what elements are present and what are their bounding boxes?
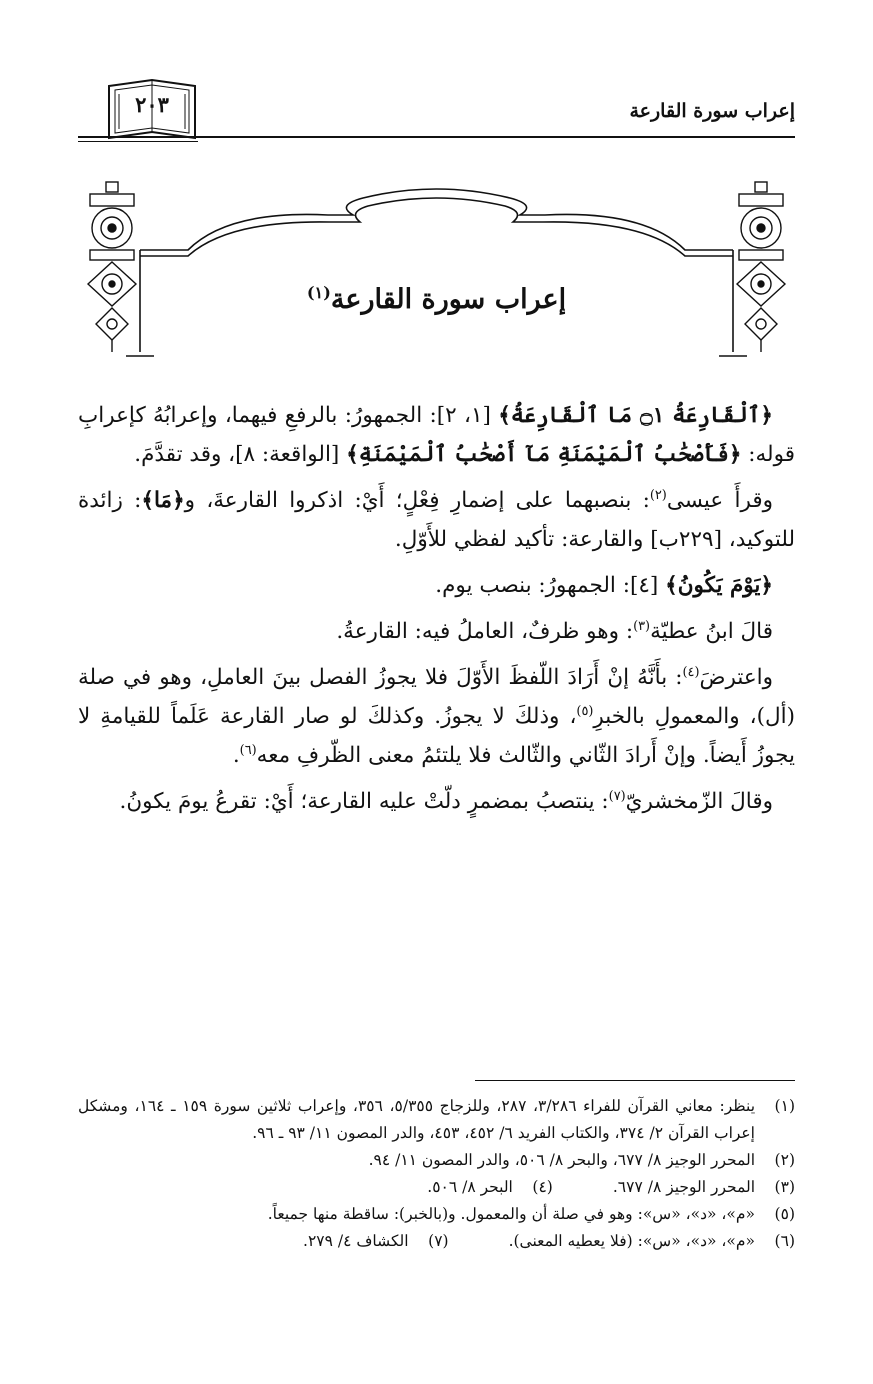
- body-text: [78, 396, 795, 828]
- chapter-title: إعراب سورة القارعة$^{(١)}$: [306, 283, 567, 315]
- left-ornament-icon: [88, 182, 136, 352]
- footnote-rule: [475, 1080, 795, 1081]
- paragraph-1: ﴿ٱلْقَارِعَةُ ۝١ مَا ٱلْقَارِعَةُ﴾ [١، ٢]: الجمهورُ: بالرفعِ فيهما، وإعرابُهُ كإعرابِ قوله: ﴿فَأَصْحَٰبُ ٱلْمَيْمَنَةِ مَآ أَصْحَٰبُ ٱلْمَيْمَنَةِ﴾ [الواقعة: ٨]، وقد تقدَّمَ.: [78, 403, 795, 467]
- footnote-5: (٥) «م»، «د»، «س»: وهو في صلة أن والمعمول. و(بالخبر): ساقطة منها جميعاً.: [267, 1205, 795, 1223]
- footnote-7: (٧) الكشاف ٤/ ٢٧٩.: [303, 1232, 449, 1250]
- paragraph-4: قالَ ابنُ عطيّة$^{(٣)}$: وهو ظرفٌ، العاملُ فيه: القارعةُ.: [336, 618, 773, 644]
- chapter-ornament-frame: [78, 180, 795, 360]
- paragraph-6: وقالَ الزّمخشريّ$^{(٧)}$: ينتصبُ بمضمرٍ دلّتْ عليه القارعة؛ أَيْ: تقرعُ يومَ يكونُ.: [119, 788, 773, 814]
- right-ornament-icon: [737, 182, 785, 352]
- footnote-4: (٤) البحر ٨/ ٥٠٦.: [427, 1178, 553, 1196]
- footnote-2: (٢) المحرر الوجيز ٨/ ٦٧٧، والبحر ٨/ ٥٠٦، والدر المصون ١١/ ٩٤.: [368, 1151, 795, 1169]
- footnotes: [78, 1093, 795, 1255]
- paragraph-3: ﴿يَوْمَ يَكُونُ﴾ [٤]: الجمهورُ: بنصب يوم.: [435, 573, 773, 598]
- running-title: إعراب سورة القارعة: [629, 100, 795, 122]
- footnote-row-6-7: [78, 1228, 795, 1255]
- paragraph-2: وقرأَ عيسى$^{(٢)}$: بنصبهما على إضمارِ فِعْلٍ؛ أَيْ: اذكروا القارعةَ، و﴿مَا﴾: زائدة للتوكيد، [٢٢٩ب] والقارعة: تأكيد لفظي للأَوّلِ.: [78, 487, 795, 552]
- paragraph-5: واعترضَ$^{(٤)}$: بأَنَّهُ إنْ أَرَادَ اللّفظَ الأَوّلَ فلا يجوزُ الفصل بينَ العاملِ، وهو في صلة (أل)، والمعمولِ بالخبرِ$^{(٥)}$، وذلكَ لا يجوزُ. وكذلكَ لو صار القارعة عَلَماً للقيامةِ لا يجوزُ أَيضاً. وإنْ أَرادَ الثّاني والثّالث فلا يلتئمُ معنى الظّرفِ معه$^{(٦)}$.: [78, 664, 795, 768]
- footnote-row-3-4: [78, 1174, 795, 1201]
- chapter-title-note: (١): [306, 283, 331, 302]
- page-number: ٢٠٣: [135, 92, 169, 117]
- footnote-1: (١) ينظر: معاني القرآن للفراء ٣/٢٨٦، ٢٨٧، وللزجاج ٥/٣٥٥، ٣٥٦، وإعراب ثلاثين سورة ١٥٩ ـ ١٦٤، ومشكل إعراب القرآن ٢/ ٣٧٤، والكتاب الفريد ٦/ ٤٥٢، ٤٥٣، والدر المصون ١١/ ٩٣ ـ ٩٦.: [78, 1097, 795, 1142]
- footnote-3: (٣) المحرر الوجيز ٨/ ٦٧٧.: [612, 1178, 795, 1196]
- footnote-6: (٦) «م»، «د»، «س»: (فلا يعطيه المعنى).: [508, 1232, 795, 1250]
